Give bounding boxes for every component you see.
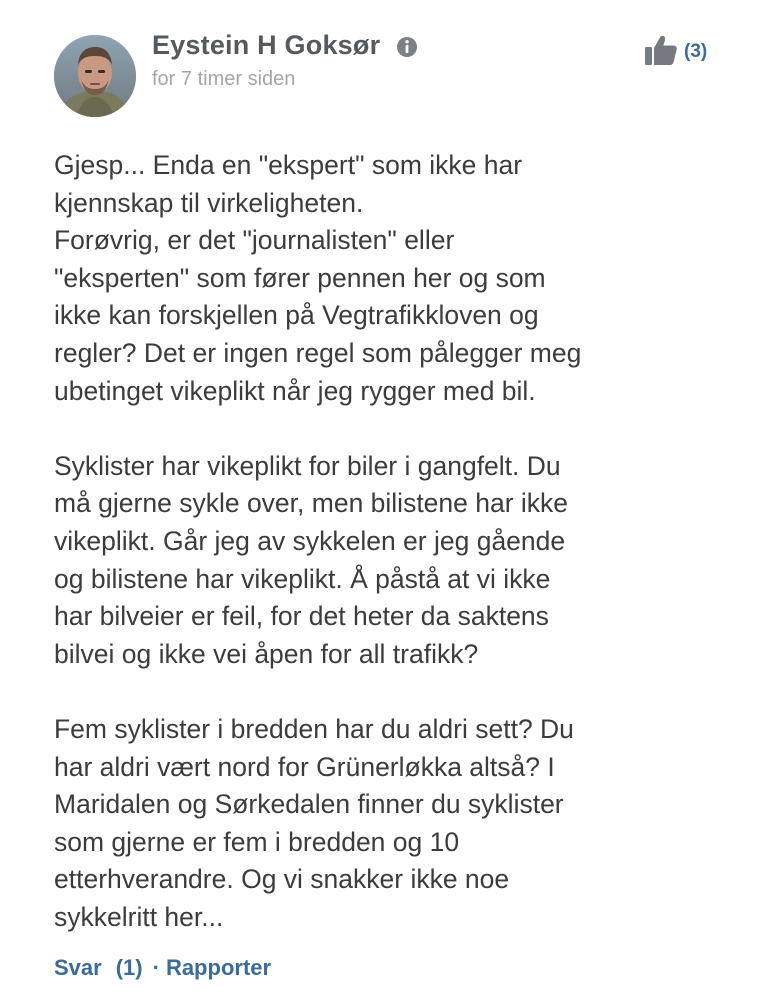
text-line: sykkelritt her... [54, 901, 224, 932]
reply-button[interactable]: Svar [54, 955, 102, 980]
avatar-photo [54, 35, 136, 117]
text-line: har bilveier er feil, for det heter da saktens [54, 601, 549, 632]
text-line: må gjerne sykle over, men bilistene har ikke [54, 488, 569, 519]
report-button[interactable]: Rapporter [165, 955, 272, 980]
text-line: og bilistene har vikeplikt. Å påstå at vi ikke [54, 563, 551, 594]
comment-paragraph [54, 147, 754, 410]
comment-body [54, 147, 754, 936]
text-line: vikeplikt. Går jeg av sykkelen er jeg gående [54, 525, 566, 556]
text-line: ubetinget vikeplikt når jeg rygger med bil. [54, 375, 536, 406]
text-line: Gjesp... Enda en "ekspert" som ikke har [54, 150, 523, 180]
text-line: Forøvrig, er det "journalisten" eller [54, 225, 455, 256]
author-avatar[interactable] [54, 35, 136, 117]
comment-paragraph [54, 448, 754, 674]
text-line: som gjerne er fem i bredden og 10 [54, 826, 460, 857]
comment-paragraph [54, 711, 754, 937]
text-line: Fem syklister i bredden har du aldri sett? Du [54, 713, 574, 744]
text-line: har aldri vært nord for Grünerløkka altså? I [54, 751, 555, 782]
thumbs-up-icon [644, 34, 678, 66]
author-name[interactable]: Eystein H Goksør [152, 30, 381, 60]
text-line: ikke kan forskjellen på Vegtrafikkloven og [54, 300, 539, 331]
text-line: Maridalen og Sørkedalen finner du syklister [54, 789, 564, 820]
text-line: "eksperten" som fører pennen her og som [54, 262, 546, 293]
text-line: kjennskap til virkeligheten. [54, 187, 364, 218]
like-button[interactable] [644, 33, 707, 67]
reply-count[interactable]: (1) [115, 955, 143, 980]
comment-timestamp: for 7 timer siden [152, 68, 296, 90]
comment-actions [54, 955, 271, 981]
text-line: bilvei og ikke vei åpen for all trafikk? [54, 638, 479, 669]
text-line: Syklister har vikeplikt for biler i gangfelt. Du [54, 450, 561, 481]
action-separator: · [152, 955, 160, 980]
text-line: regler? Det er ingen regel som pålegger meg [54, 337, 582, 368]
like-count: (3) [684, 41, 708, 62]
text-line: etterhverandre. Og vi snakker ikke noe [54, 864, 510, 895]
shield-info-icon [396, 36, 418, 58]
